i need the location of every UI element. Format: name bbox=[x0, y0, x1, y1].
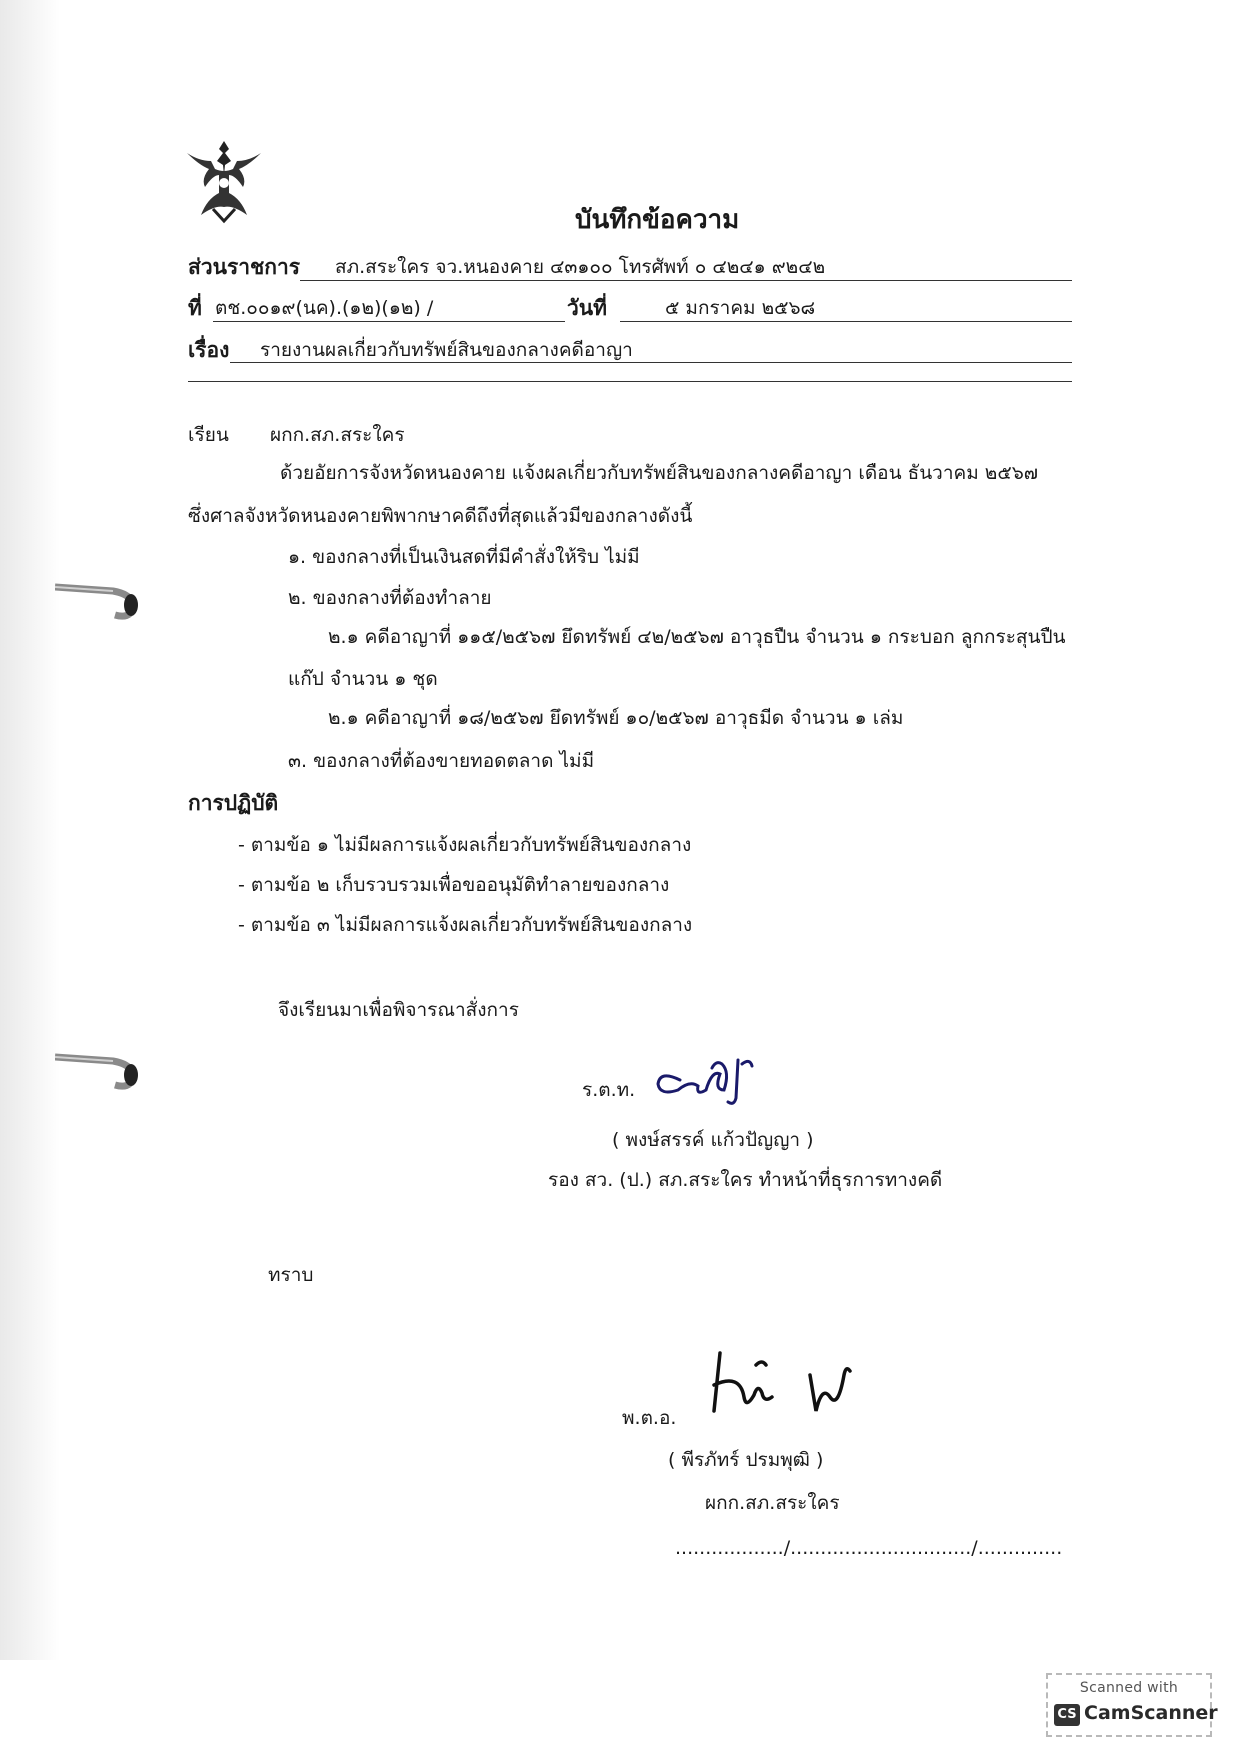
watermark-top-text: Scanned with bbox=[1079, 1680, 1179, 1696]
garuda-emblem-icon bbox=[185, 135, 263, 225]
agency-label: ส่วนราชการ bbox=[188, 255, 301, 279]
watermark-brand: CamScanner bbox=[1084, 1702, 1218, 1724]
document-title: บันทึกข้อความ bbox=[575, 205, 740, 235]
subject-value: รายงานผลเกี่ยวกับทรัพย์สินของกลางคดีอาญา bbox=[260, 339, 633, 361]
salutation-label: เรียน bbox=[188, 424, 229, 446]
ref-underline bbox=[213, 321, 565, 322]
action-item-1: - ตามข้อ ๑ ไม่มีผลการแจ้งผลเกี่ยวกับทรัพย์สินของกลาง bbox=[238, 834, 692, 856]
signer2-date-blank: ................../............................../.............. bbox=[675, 1537, 1063, 1559]
list-item-2-2: ๒.๑ คดีอาญาที่ ๑๘/๒๕๖๗ ยึดทรัพย์ ๑๐/๒๕๖๗ อาวุธมีด จำนวน ๑ เล่ม bbox=[328, 707, 904, 729]
list-item-2-1-line-2: แก๊ป จำนวน ๑ ชุด bbox=[288, 668, 438, 690]
action-item-3: - ตามข้อ ๓ ไม่มีผลการแจ้งผลเกี่ยวกับทรัพย์สินของกลาง bbox=[238, 914, 693, 936]
paragraph-line-2: ซึ่งศาลจังหวัดหนองคายพิพากษาคดีถึงที่สุดแล้วมีของกลางดังนี้ bbox=[188, 505, 693, 527]
agency-underline bbox=[300, 280, 1072, 281]
scan-shadow bbox=[0, 0, 60, 1660]
list-item-2-1-line-1: ๒.๑ คดีอาญาที่ ๑๑๕/๒๕๖๗ ยึดทรัพย์ ๔๒/๒๕๖๗ อาวุธปืน จำนวน ๑ กระบอก ลูกกระสุนปืน bbox=[328, 626, 1066, 648]
date-value: ๕ มกราคม ๒๕๖๘ bbox=[665, 297, 816, 319]
salutation-value: ผกก.สภ.สระใคร bbox=[270, 424, 405, 446]
camscanner-logo-icon: CS bbox=[1054, 1704, 1080, 1726]
agency-value: สภ.สระใคร จว.หนองคาย ๔๓๑๐๐ โทรศัพท์ ๐ ๔๒๔๑ ๙๒๔๒ bbox=[335, 256, 826, 278]
signer1-rank: ร.ต.ท. bbox=[582, 1079, 636, 1101]
subject-underline-2 bbox=[188, 381, 1072, 382]
list-item-1: ๑. ของกลางที่เป็นเงินสดที่มีคำสั่งให้ริบ ไม่มี bbox=[288, 546, 640, 568]
action-heading: การปฏิบัติ bbox=[188, 791, 279, 815]
list-item-2: ๒. ของกลางที่ต้องทำลาย bbox=[288, 587, 492, 609]
list-item-3: ๓. ของกลางที่ต้องขายทอดตลาด ไม่มี bbox=[288, 750, 595, 772]
signer1-position: รอง สว. (ป.) สภ.สระใคร ทำหน้าที่ธุรการทางคดี bbox=[548, 1169, 943, 1191]
action-item-2: - ตามข้อ ๒ เก็บรวบรวมเพื่อขออนุมัติทำลายของกลาง bbox=[238, 874, 670, 896]
binder-ring-icon bbox=[55, 1045, 145, 1095]
date-label: วันที่ bbox=[567, 296, 607, 320]
signer2-position: ผกก.สภ.สระใคร bbox=[705, 1492, 840, 1514]
ref-value: ตช.๐๐๑๙(นค).(๑๒)(๑๒) / bbox=[215, 297, 434, 319]
camscanner-watermark bbox=[1046, 1673, 1218, 1737]
signer2-name: ( พีรภัทร์ ปรมพุฒิ ) bbox=[668, 1449, 824, 1471]
subject-label: เรื่อง bbox=[188, 338, 230, 362]
ref-label: ที่ bbox=[188, 296, 202, 320]
signer2-rank: พ.ต.อ. bbox=[622, 1407, 677, 1429]
binder-ring-icon bbox=[55, 575, 145, 625]
signer1-name: ( พงษ์สรรค์ แก้วปัญญา ) bbox=[612, 1129, 814, 1151]
paragraph-line-1: ด้วยอัยการจังหวัดหนองคาย แจ้งผลเกี่ยวกับทรัพย์สินของกลางคดีอาญา เดือน ธันวาคม ๒๕๖๗ bbox=[280, 462, 1039, 484]
closing-text: จึงเรียนมาเพื่อพิจารณาสั่งการ bbox=[278, 999, 519, 1021]
date-underline bbox=[620, 321, 1072, 322]
acknowledge-text: ทราบ bbox=[268, 1264, 314, 1286]
signature-2-icon bbox=[700, 1345, 880, 1425]
signature-1-icon bbox=[650, 1050, 770, 1110]
